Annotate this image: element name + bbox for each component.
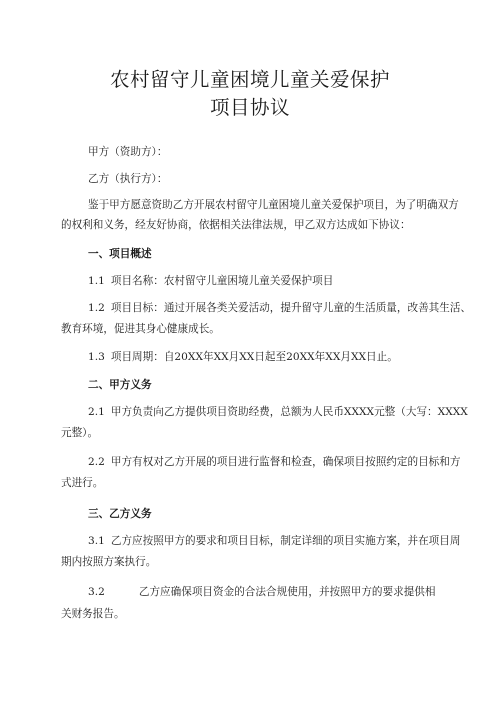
clause-text: 项目名称：农村留守儿童困境儿童关爱保护项目 [110, 275, 334, 287]
clause-number: 1.1 [88, 275, 105, 287]
clause-number: 2.2 [88, 456, 105, 468]
document-title-line1: 农村留守儿童困境儿童关爱保护 [109, 68, 390, 91]
clause-3-1-continuation: 期内按照方案执行。 [61, 556, 157, 568]
clause-number: 1.3 [88, 351, 105, 363]
clause-2-1-continuation: 元整）。 [61, 427, 99, 439]
clause-text: 乙方应确保项目资金的合法合规使用，并按照甲方的要求提供相 [138, 586, 436, 598]
clause-1-2 [88, 299, 480, 317]
clause-text: 甲方有权对乙方开展的项目进行监督和检查，确保项目按照约定的目标和方 [110, 456, 461, 468]
clause-3-1 [88, 532, 480, 550]
clause-2-2 [88, 453, 480, 471]
clause-3-2 [88, 583, 480, 601]
section-heading-1: 一、项目概述 [88, 248, 152, 260]
party-b-label: 乙方（执行方）： [88, 173, 168, 185]
clause-text: 甲方负责向乙方提供项目资助经费，总额为人民币XXXX元整（大写：XXXX [110, 406, 468, 418]
preamble-line2: 的权利和义务，经友好协商，依据相关法律法规，甲乙双方达成如下协议： [61, 219, 411, 231]
clause-number: 1.2 [88, 302, 105, 314]
clause-number: 2.1 [88, 406, 105, 418]
clause-1-2-continuation: 教育环境，促进其身心健康成长。 [61, 323, 220, 335]
preamble-line1: 鉴于甲方愿意资助乙方开展农村留守儿童困境儿童关爱保护项目，为了明确双方 [88, 199, 459, 211]
clause-1-1 [88, 272, 480, 290]
party-a-label: 甲方（资助方）： [88, 146, 168, 158]
clause-3-2-continuation: 关财务报告。 [61, 608, 125, 620]
clause-text: 项目目标：通过开展各类关爱活动，提升留守儿童的生活质量，改善其生活、 [110, 302, 472, 314]
clause-text: 项目周期：自20XX年XX月XX日起至20XX年XX月XX日止。 [110, 351, 398, 363]
clause-number: 3.1 [88, 535, 105, 547]
document-title-line2: 项目协议 [209, 96, 290, 119]
clause-1-3 [88, 348, 480, 366]
section-heading-2: 二、甲方义务 [88, 379, 152, 391]
clause-2-1 [88, 403, 480, 421]
clause-number: 3.2 [88, 586, 105, 598]
clause-text: 乙方应按照甲方的要求和项目目标，制定详细的项目实施方案，并在项目周 [110, 535, 461, 547]
clause-2-2-continuation: 式进行。 [61, 477, 104, 489]
section-heading-3: 三、乙方义务 [88, 508, 152, 520]
